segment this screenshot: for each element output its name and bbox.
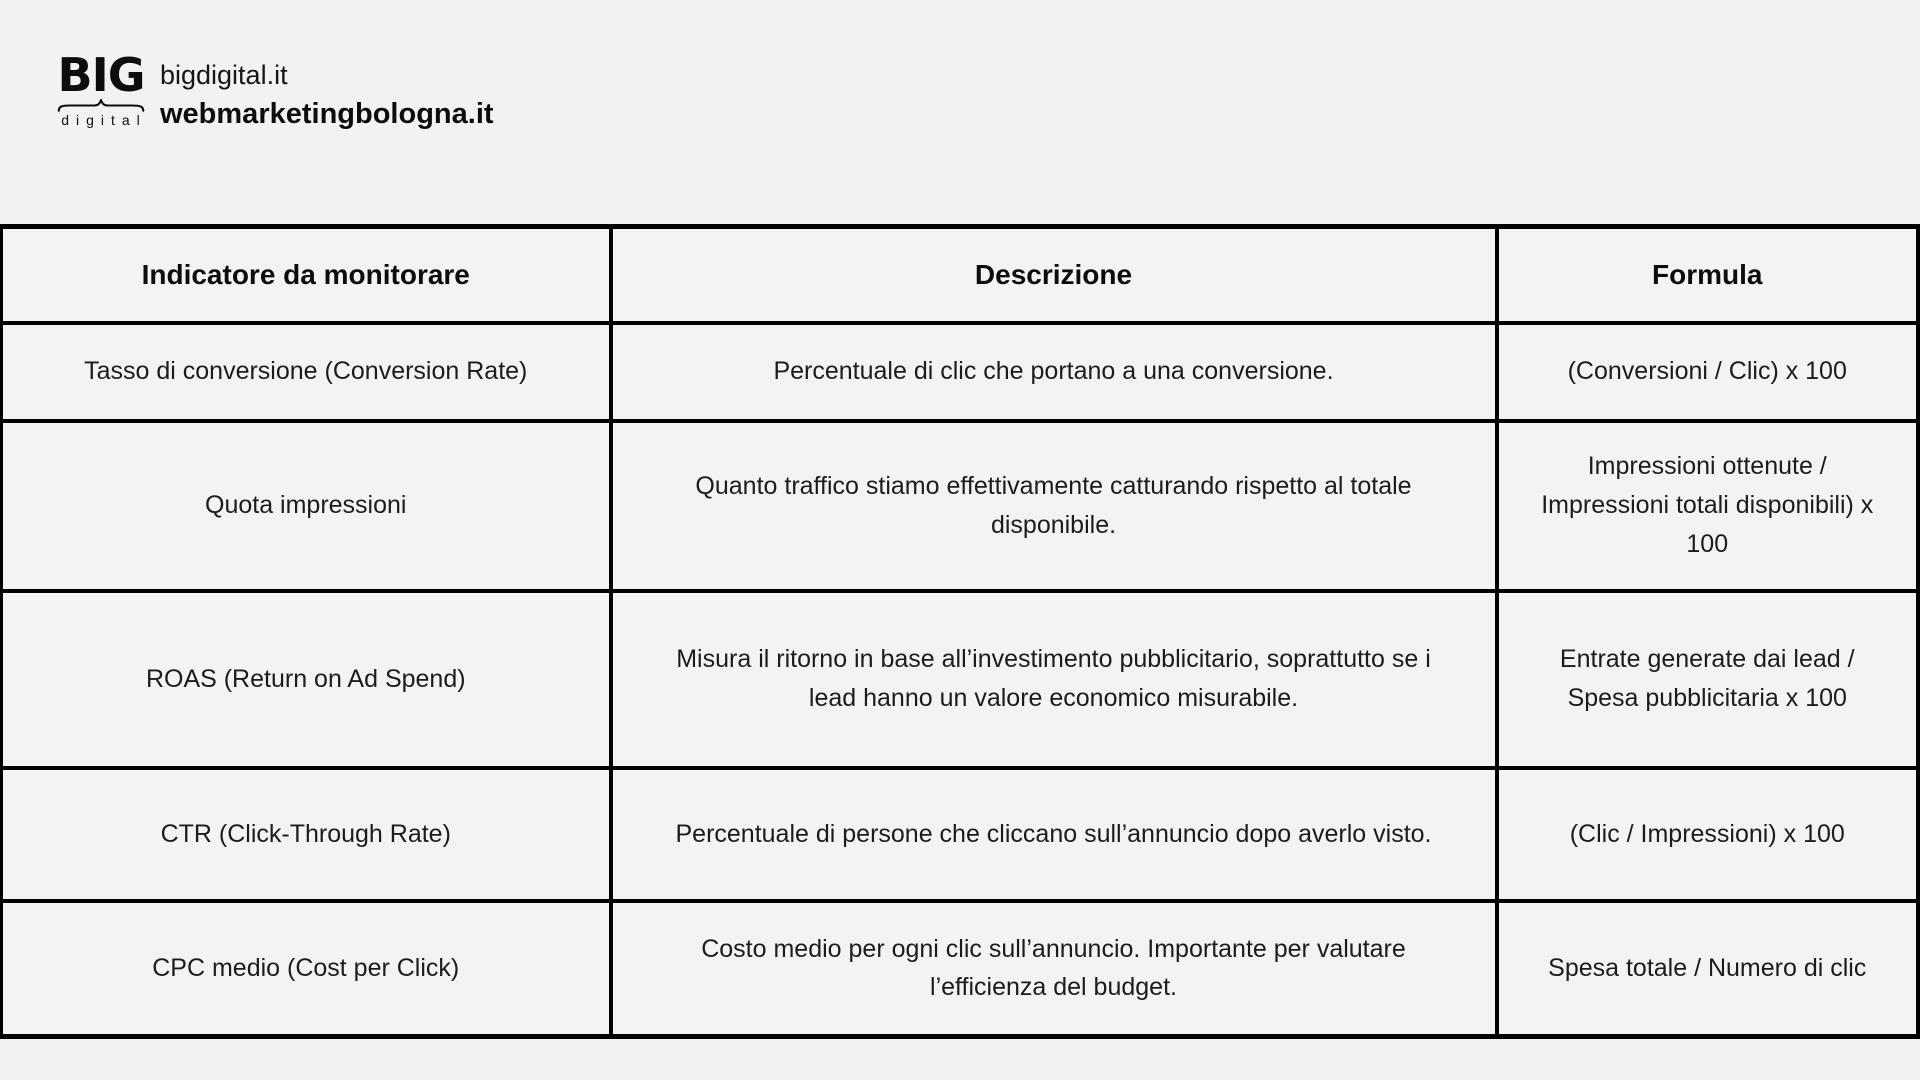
cell-formula: (Conversioni / Clic) x 100 [1497,323,1919,421]
cell-formula: Entrate generate dai lead / Spesa pubblicitaria x 100 [1497,591,1919,768]
column-header-indicator: Indicatore da monitorare [1,227,611,323]
table-row [1,421,1919,591]
cell-indicator: CPC medio (Cost per Click) [1,901,611,1037]
cell-indicator: Tasso di conversione (Conversion Rate) [1,323,611,421]
kpi-table [0,224,1920,1039]
cell-indicator: ROAS (Return on Ad Spend) [1,591,611,768]
cell-description: Costo medio per ogni clic sull’annuncio. Importante per valutare l’efficienza del budget. [611,901,1497,1037]
cell-formula: (Clic / Impressioni) x 100 [1497,768,1919,901]
table-row [1,591,1919,768]
logo-digital-text: digital [61,112,147,128]
column-header-formula: Formula [1497,227,1919,323]
table-row [1,901,1919,1037]
site-url-webmarketingbologna: webmarketingbologna.it [160,98,494,131]
cell-indicator: Quota impressioni [1,421,611,591]
cell-description: Percentuale di clic che portano a una conversione. [611,323,1497,421]
column-header-description: Descrizione [611,227,1497,323]
cell-description: Quanto traffico stiamo effettivamente catturando rispetto al totale disponibile. [611,421,1497,591]
table-row [1,323,1919,421]
cell-indicator: CTR (Click-Through Rate) [1,768,611,901]
cell-formula: Impressioni ottenute / Impressioni totali disponibili) x 100 [1497,421,1919,591]
big-digital-logo [55,48,147,128]
cell-formula: Spesa totale / Numero di clic [1497,901,1919,1037]
cell-description: Percentuale di persone che cliccano sull’annuncio dopo averlo visto. [611,768,1497,901]
table-header-row [1,227,1919,323]
logo-big-text: BIG [57,48,145,102]
site-urls [160,56,494,134]
site-url-bigdigital: bigdigital.it [160,60,288,90]
table-row [1,768,1919,901]
cell-description: Misura il ritorno in base all’investimento pubblicitario, soprattutto se i lead hanno un valore economico misurabile. [611,591,1497,768]
